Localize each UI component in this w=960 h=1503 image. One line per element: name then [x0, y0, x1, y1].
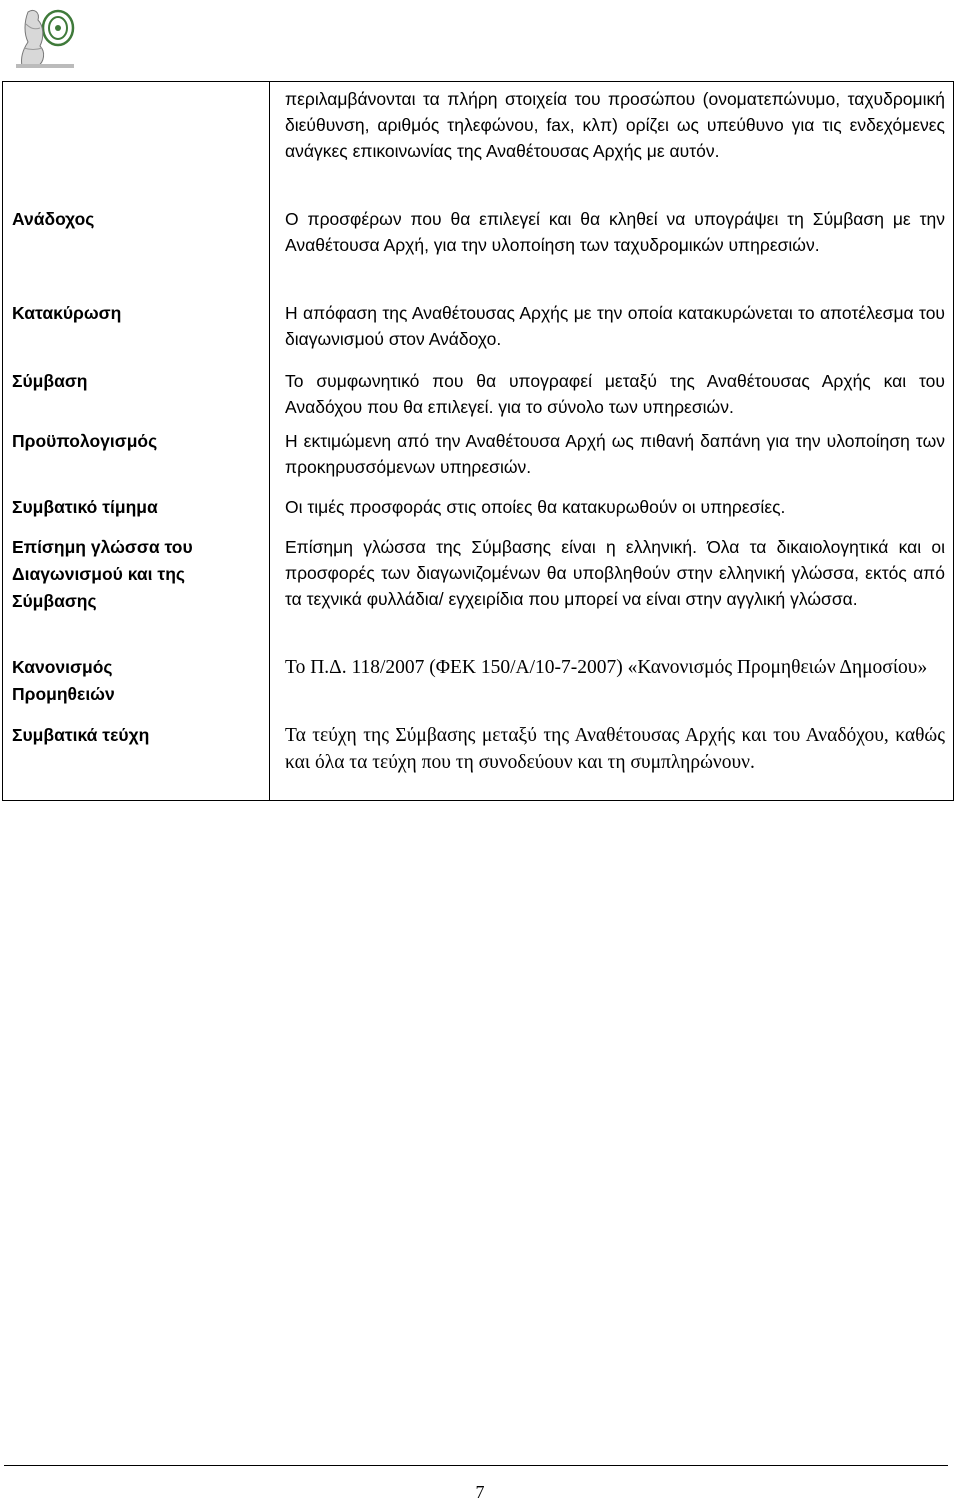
- definition-award: Η απόφαση της Αναθέτουσας Αρχής με την οποία κατακυρώνεται το αποτέλεσμα του διαγωνισμού στον Ανάδοχο.: [285, 303, 945, 349]
- definition-official-language: Επίσημη γλώσσα της Σύμβασης είναι η ελληνική. Όλα τα δικαιολογητικά και οι προσφορές των διαγωνιζομένων θα υποβληθούν στην ελληνική γλώσσα, εκτός από τα τεχνικά φυλλάδια/ εγχειρίδια που μπορεί να είναι στην αγγλική γλώσσα.: [285, 537, 945, 609]
- term-contract: Σύμβαση: [12, 371, 88, 391]
- definition-contract-documents: Τα τεύχη της Σύμβασης μεταξύ της Αναθέτουσας Αρχής και του Αναδόχου, καθώς και όλα τα τεύχη που τη συνοδεύουν και τη συμπληρώνουν.: [285, 725, 945, 773]
- definition-contractor: Ο προσφέρων που θα επιλεγεί και θα κληθεί να υπογράψει τη Σύμβαση με την Αναθέτουσα Αρχή, για την υλοποίηση των ταχυδρομικών υπηρεσιών.: [285, 209, 945, 255]
- definition-contract-price: Οι τιμές προσφοράς στις οποίες θα κατακυρωθούν οι υπηρεσίες.: [285, 497, 786, 517]
- organisation-seal-logo-icon: [14, 4, 76, 70]
- term-budget: Προϋπολογισμός: [12, 431, 158, 451]
- definition-budget: Η εκτιμώμενη από την Αναθέτουσα Αρχή ως πιθανή δαπάνη για την υλοποίηση των προκηρυσσόμενων υπηρεσιών.: [285, 431, 945, 477]
- term-official-language: Επίσημη γλώσσα του Διαγωνισμού και της Σύμβασης: [12, 537, 193, 611]
- term-contractor: Ανάδοχος: [12, 209, 95, 229]
- footer-rule: [4, 1465, 948, 1471]
- term-procurement-regulation: Κανονισμός Προμηθειών: [12, 657, 115, 704]
- definition-procurement-regulation: Το Π.Δ. 118/2007 (ΦΕΚ 150/Α/10-7-2007) «Κανονισμός Προμηθειών Δημοσίου»: [285, 657, 928, 678]
- definition-contract: Το συμφωνητικό που θα υπογραφεί μεταξύ της Αναθέτουσας Αρχής και του Αναδόχου που θα επιλεγεί. για το σύνολο των υπηρεσιών.: [285, 371, 945, 417]
- term-award: Κατακύρωση: [12, 303, 122, 323]
- definition-contact-person: περιλαμβάνονται τα πλήρη στοιχεία του προσώπου (ονοματεπώνυμο, ταχυδρομική διεύθυνση, αριθμός τηλεφώνου, fax, κλπ) ορίζει ως υπεύθυνο για τις ενδεχόμενες ανάγκες επικοινωνίας της Αναθέτουσας Αρχής με αυτόν.: [285, 89, 945, 161]
- term-contract-price: Συμβατικό τίμημα: [12, 497, 158, 517]
- column-divider: [269, 82, 270, 800]
- term-contract-documents: Συμβατικά τεύχη: [12, 725, 150, 745]
- page-number: 7: [475, 1482, 485, 1502]
